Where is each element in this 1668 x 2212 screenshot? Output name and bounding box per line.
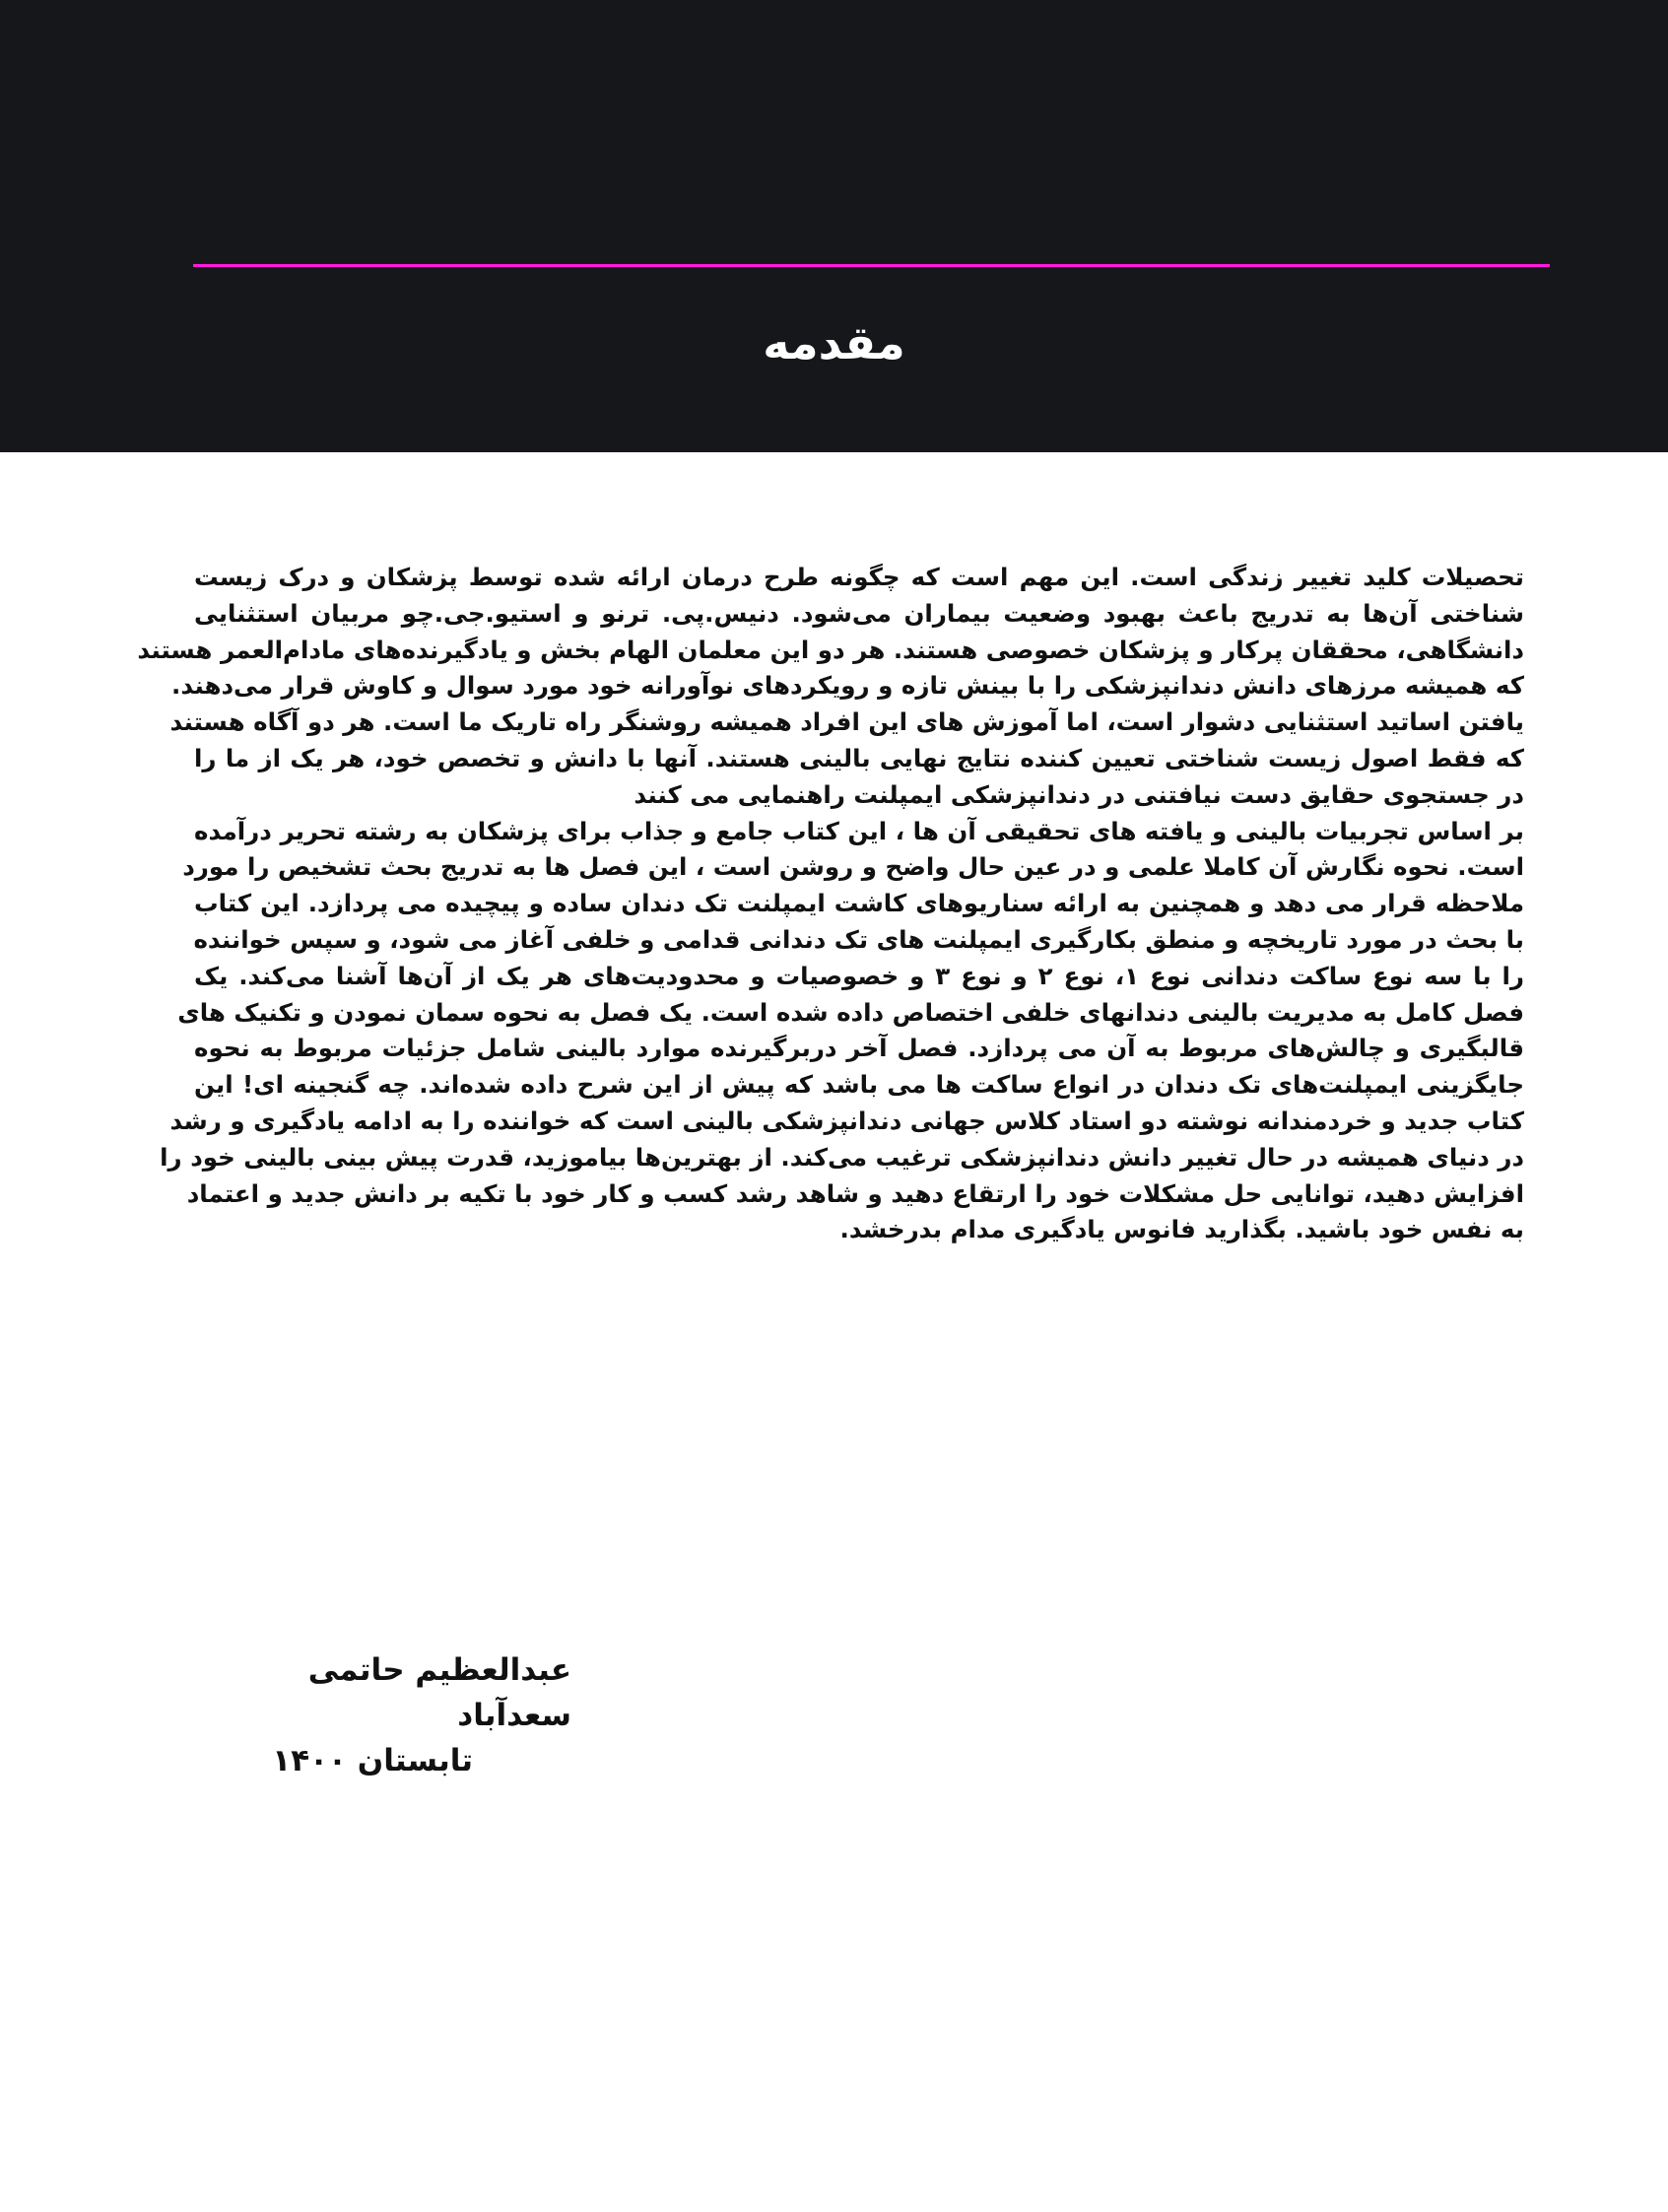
text-line: کتاب جدید و خردمندانه نوشته دو استاد کلاس جهانی دندانپزشکی بالینی است که خواننده را به ادامه یادگیری و رشد (169, 1106, 1524, 1135)
author-name: عبدالعظیم حاتمی سعدآباد (307, 1652, 571, 1733)
text-line: در دنیای همیشه در حال تغییر دانش دندانپزشکی ترغیب می‌کند. از بهترین‌ها بیاموزید، قدرت پیش بینی بالینی خود را (160, 1142, 1524, 1172)
text-line: تحصیلات کلید تغییر زندگی است. این مهم است که چگونه طرح درمان ارائه شده توسط پزشکان و درک زیست (194, 563, 1524, 591)
signature-block (197, 1647, 571, 1783)
signature-date: تابستان ۱۴۰۰ (272, 1743, 473, 1778)
paragraph-2 (160, 814, 1552, 1249)
text-line: که همیشه مرزهای دانش دندانپزشکی را با بینش تازه و رویکردهای نوآورانه خود مورد سوال و کاوش قرار می‌دهند. (171, 671, 1524, 701)
text-line: ملاحظه قرار می دهد و همچنین به ارائه سناریوهای کاشت ایمپلنت تک دندان ساده و پیچیده می پردازد. این کتاب (194, 889, 1524, 918)
text-line: جایگزینی ایمپلنت‌های تک دندان در انواع ساکت ها می باشد که پیش از این شرح داده شده‌اند. چه گنجینه ای! این (194, 1070, 1524, 1100)
text-line: را با سه نوع ساکت دندانی نوع ۱، نوع ۲ و نوع ۳ و خصوصیات و محدودیت‌های هر یک از آن‌ها آشنا می‌کند. یک (194, 961, 1524, 990)
chapter-header-band (0, 0, 1668, 452)
text-line: در جستجوی حقایق دست نیافتنی در دندانپزشکی ایمپلنت راهنمایی می کنند (634, 779, 1524, 809)
text-line: با بحث در مورد تاریخچه و منطق بکارگیری ایمپلنت های تک دندانی قدامی و خلفی آغاز می شود، و سپس خواننده (193, 924, 1524, 954)
text-line: یافتن اساتید استثنایی دشوار است، اما آموزش های این افراد همیشه روشنگر راه تاریک ما است. هر دو آگاه هستند (169, 707, 1524, 737)
text-line: به نفس خود باشید. بگذارید فانوس یادگیری مدام بدرخشد. (839, 1215, 1524, 1244)
text-line: افزایش دهید، توانایی حل مشکلات خود را ارتقاع دهید و شاهد رشد کسب و کار خود با تکیه بر دانش جدید و اعتماد (186, 1178, 1524, 1208)
text-line: است. نحوه نگارش آن کاملا علمی و در عین حال واضح و روشن است ، این فصل ها به تدریج بحث تشخیص را مورد (182, 852, 1524, 882)
text-line: شناختی آن‌ها به تدریج باعث بهبود وضعیت بیماران می‌شود. دنیس.پی. ترنو و استیو.جی.چو مربیان استثنایی (194, 598, 1524, 628)
text-line: فصل کامل به مدیریت بالینی دندانهای خلفی اختصاص داده شده است. یک فصل به نحوه سمان نمودن و تکنیک های (177, 997, 1524, 1027)
accent-divider-line (193, 264, 1550, 267)
text-line: قالبگیری و چالش‌های مربوط به آن می پردازد. فصل آخر دربرگیرنده موارد بالینی شامل جزئیات مربوط به نحوه (194, 1034, 1524, 1063)
text-line: که فقط اصول زیست شناختی تعیین کننده نتایج نهایی بالینی هستند. آنها با دانش و تخصص خود، هر یک از ما را (194, 743, 1524, 772)
paragraph-1 (137, 560, 1552, 814)
text-line: بر اساس تجربیات بالینی و یافته های تحقیقی آن ها ، این کتاب جامع و جذاب برای پزشکان به رشته تحریر درآمده (194, 816, 1524, 845)
introduction-body (137, 560, 1552, 1248)
text-line: دانشگاهی، محققان پرکار و پزشکان خصوصی هستند. هر دو این معلمان الهام بخش و یادگیرنده‌های مادام‌العمر هستند (137, 635, 1524, 664)
chapter-title: مقدمه (763, 316, 905, 369)
